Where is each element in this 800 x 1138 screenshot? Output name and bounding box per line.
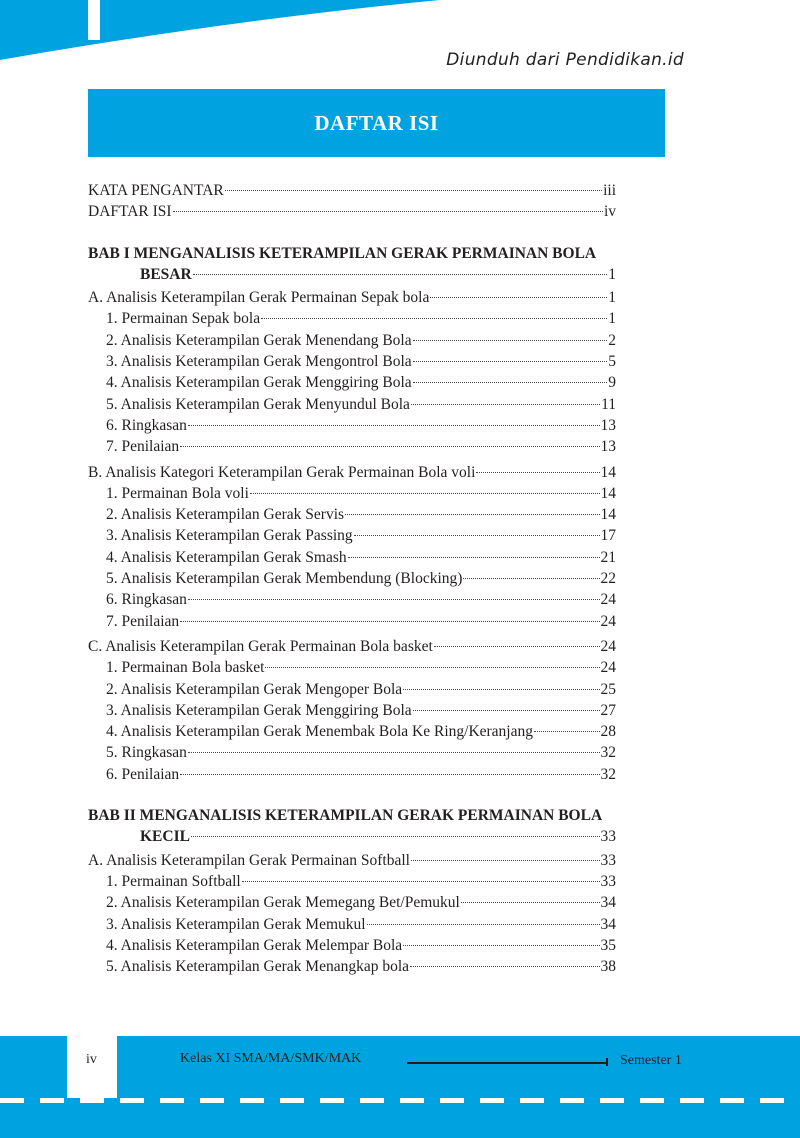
footer-rule-tick (606, 1058, 608, 1066)
toc-entry-page: 38 (600, 958, 616, 976)
toc-item[interactable] (88, 742, 616, 763)
toc-entry-page: 33 (600, 872, 616, 890)
dot-leader (413, 710, 600, 711)
dot-leader (463, 578, 599, 579)
toc-entry-page: 5 (608, 353, 616, 371)
toc-entry-page: 35 (600, 936, 616, 954)
chapter-title-bab-2[interactable] (88, 805, 616, 826)
toc-entry-page: 34 (600, 894, 616, 912)
toc-entry-page: 32 (600, 744, 616, 762)
dot-leader (413, 382, 608, 383)
toc-entry-page: 24 (600, 591, 616, 609)
dot-leader (180, 621, 599, 622)
toc-item[interactable] (88, 700, 616, 721)
footer-rule (407, 1062, 607, 1064)
toc-entry-text: A. Analisis Keterampilan Gerak Permainan Sepak bola (88, 289, 430, 307)
toc-section-a[interactable] (88, 850, 616, 871)
toc-entry-page: 33 (600, 828, 616, 846)
toc-item[interactable] (88, 525, 616, 546)
toc-entry-text: 3. Analisis Keterampilan Gerak Mengontrol Bola (106, 353, 412, 371)
toc-item[interactable] (88, 568, 616, 589)
dot-leader (367, 924, 600, 925)
dot-leader (173, 211, 603, 212)
toc-entry-text: 4. Analisis Keterampilan Gerak Melempar Bola (106, 936, 403, 954)
toc-entry-page: 13 (600, 438, 616, 456)
table-of-contents (88, 180, 616, 977)
toc-item[interactable] (88, 956, 616, 977)
dot-leader (461, 902, 600, 903)
toc-entry-page: 14 (600, 463, 616, 481)
dot-leader (191, 836, 600, 837)
toc-entry-text: 4. Analisis Keterampilan Gerak Smash (106, 548, 347, 566)
chapter-title-line: BAB II MENGANALISIS KETERAMPILAN GERAK PERMAINAN BOLA (88, 807, 603, 825)
toc-item[interactable] (88, 721, 616, 742)
toc-entry-page: 25 (600, 680, 616, 698)
toc-entry-text: 7. Penilaian (106, 438, 180, 456)
toc-entry-page: 32 (600, 765, 616, 783)
toc-entry-kata-pengantar[interactable] (88, 180, 616, 201)
toc-entry-page: 13 (600, 416, 616, 434)
toc-item[interactable] (88, 657, 616, 678)
toc-item[interactable] (88, 871, 616, 892)
toc-section-b[interactable] (88, 462, 616, 483)
dot-leader (413, 361, 608, 362)
toc-entry-text: DAFTAR ISI (88, 203, 172, 221)
toc-entry-page: 33 (600, 851, 616, 869)
toc-entry-text: 3. Analisis Keterampilan Gerak Passing (106, 527, 353, 545)
watermark: Diunduh dari Pendidikan.id (446, 50, 684, 70)
toc-entry-text: 1. Permainan Bola basket (106, 659, 265, 677)
dot-leader (193, 274, 608, 275)
toc-item[interactable] (88, 935, 616, 956)
chapter-title-bab-1-cont[interactable] (88, 264, 616, 285)
toc-item[interactable] (88, 308, 616, 329)
toc-item[interactable] (88, 547, 616, 568)
toc-entry-text: 7. Penilaian (106, 612, 180, 630)
footer-dashes (0, 1098, 800, 1103)
chapter-title-line: BESAR (140, 265, 192, 283)
dot-leader (188, 425, 600, 426)
toc-entry-text: 2. Analisis Keterampilan Gerak Memegang Bet/Pemukul (106, 894, 460, 912)
page-number: iv (86, 1052, 97, 1067)
toc-entry-text: 6. Penilaian (106, 765, 180, 783)
dot-leader (413, 340, 608, 341)
toc-entry-page: 28 (600, 723, 616, 741)
dot-leader (430, 297, 607, 298)
toc-entry-page: 27 (600, 701, 616, 719)
toc-entry-text: A. Analisis Keterampilan Gerak Permainan Softball (88, 851, 410, 869)
dot-leader (348, 557, 600, 558)
dot-leader (180, 774, 599, 775)
toc-entry-page: 1 (608, 265, 616, 283)
toc-entry-page: 11 (601, 395, 616, 413)
toc-entry-text: 4. Analisis Keterampilan Gerak Menggiring Bola (106, 374, 412, 392)
class-label: Kelas XI SMA/MA/SMK/MAK (180, 1051, 362, 1066)
toc-entry-text: 5. Analisis Keterampilan Gerak Menangkap bola (106, 958, 410, 976)
dot-leader (345, 514, 599, 515)
toc-item[interactable] (88, 679, 616, 700)
toc-entry-daftar-isi[interactable] (88, 201, 616, 222)
toc-entry-text: B. Analisis Kategori Keterampilan Gerak Permainan Bola voli (88, 463, 476, 481)
dot-leader (403, 945, 599, 946)
dot-leader (411, 860, 600, 861)
toc-entry-text: 3. Analisis Keterampilan Gerak Menggiring Bola (106, 701, 412, 719)
toc-entry-text: 4. Analisis Keterampilan Gerak Menembak Bola Ke Ring/Keranjang (106, 723, 533, 741)
toc-entry-text: 1. Permainan Sepak bola (106, 310, 261, 328)
toc-entry-text: 5. Ringkasan (106, 744, 187, 762)
dot-leader (434, 646, 600, 647)
toc-item[interactable] (88, 351, 616, 372)
dot-leader (403, 689, 599, 690)
toc-entry-text: 5. Analisis Keterampilan Gerak Membendung (Blocking) (106, 570, 463, 588)
toc-entry-text: KATA PENGANTAR (88, 182, 224, 199)
toc-item[interactable] (88, 330, 616, 351)
toc-entry-text: 6. Ringkasan (106, 591, 187, 609)
chapter-title-line: BAB I MENGANALISIS KETERAMPILAN GERAK PERMAINAN BOLA (88, 244, 597, 262)
dot-leader (261, 318, 607, 319)
toc-entry-page: 9 (608, 374, 616, 392)
toc-item[interactable] (88, 436, 616, 457)
toc-entry-text: 2. Analisis Keterampilan Gerak Mengoper Bola (106, 680, 403, 698)
dot-leader (534, 731, 600, 732)
toc-item[interactable] (88, 394, 616, 415)
toc-entry-page: 1 (608, 289, 616, 307)
dot-leader (225, 190, 602, 191)
semester-label: Semester 1 (620, 1053, 682, 1068)
title-banner (88, 89, 665, 157)
toc-section-c[interactable] (88, 636, 616, 657)
dot-leader (476, 472, 599, 473)
dot-leader (354, 535, 600, 536)
toc-entry-page: 17 (600, 527, 616, 545)
toc-item[interactable] (88, 914, 616, 935)
page-footer (0, 1036, 800, 1138)
toc-entry-text: 6. Ringkasan (106, 416, 187, 434)
toc-item[interactable] (88, 483, 616, 504)
toc-entry-text: 2. Analisis Keterampilan Gerak Menendang Bola (106, 331, 412, 349)
dot-leader (250, 493, 600, 494)
toc-entry-page: iv (603, 203, 616, 221)
toc-entry-page: 2 (608, 331, 616, 349)
dot-leader (188, 752, 600, 753)
toc-section-a[interactable] (88, 287, 616, 308)
toc-entry-text: 5. Analisis Keterampilan Gerak Menyundul Bola (106, 395, 410, 413)
toc-item[interactable] (88, 504, 616, 525)
toc-entry-page: 14 (600, 484, 616, 502)
toc-item[interactable] (88, 611, 616, 632)
toc-entry-text: 3. Analisis Keterampilan Gerak Memukul (106, 915, 366, 933)
dot-leader (410, 966, 599, 967)
page-title: DAFTAR ISI (314, 110, 439, 135)
dot-leader (411, 404, 600, 405)
toc-entry-page: 34 (600, 915, 616, 933)
toc-entry-page: 21 (600, 548, 616, 566)
dot-leader (265, 667, 599, 668)
dot-leader (188, 599, 600, 600)
dot-leader (242, 881, 600, 882)
toc-entry-page: 24 (600, 659, 616, 677)
toc-entry-page: 24 (600, 612, 616, 630)
toc-entry-page: 22 (600, 570, 616, 588)
toc-item[interactable] (88, 415, 616, 436)
chapter-title-line: KECIL (140, 828, 190, 846)
toc-entry-text: 1. Permainan Bola voli (106, 484, 249, 502)
chapter-title-bab-1[interactable] (88, 243, 616, 264)
toc-entry-page: iii (603, 182, 616, 199)
chapter-title-bab-2-cont[interactable] (88, 826, 616, 847)
toc-item[interactable] (88, 372, 616, 393)
toc-item[interactable] (88, 589, 616, 610)
toc-item[interactable] (88, 892, 616, 913)
toc-entry-page: 14 (600, 506, 616, 524)
dot-leader (180, 446, 599, 447)
toc-entry-page: 24 (600, 637, 616, 655)
toc-entry-page: 1 (608, 310, 616, 328)
toc-entry-text: C. Analisis Keterampilan Gerak Permainan Bola basket (88, 637, 433, 655)
toc-entry-text: 1. Permainan Softball (106, 872, 241, 890)
toc-entry-text: 2. Analisis Keterampilan Gerak Servis (106, 506, 345, 524)
toc-item[interactable] (88, 764, 616, 785)
